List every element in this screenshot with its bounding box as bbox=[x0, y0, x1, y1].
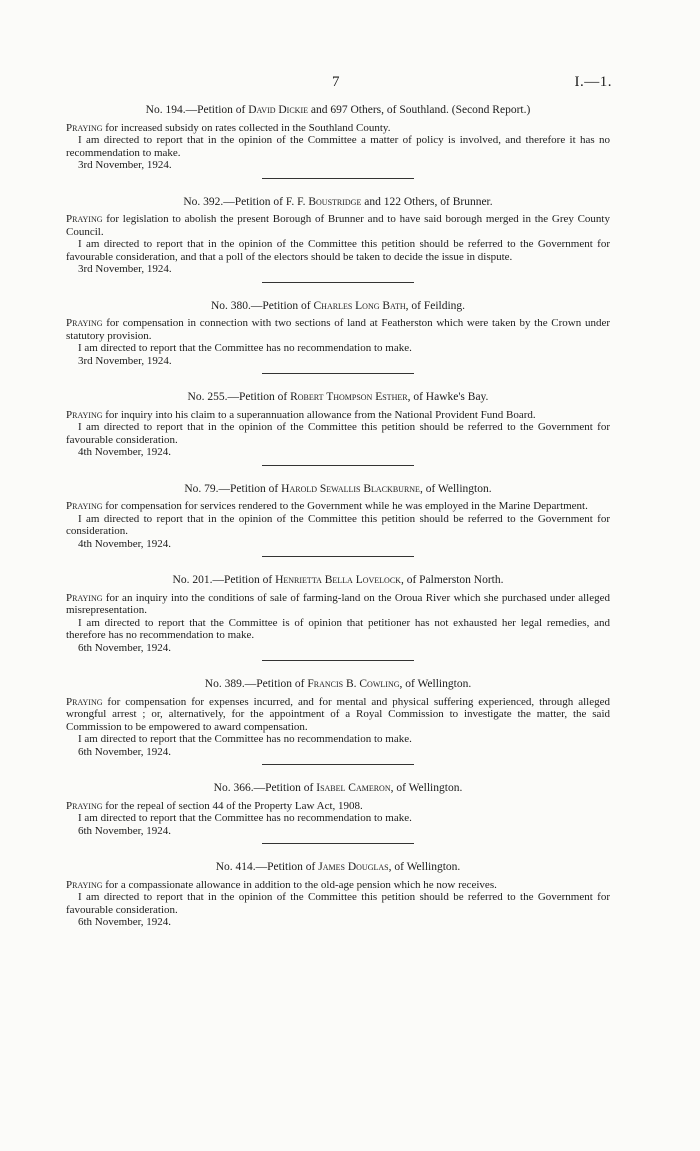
petition-praying bbox=[66, 409, 610, 422]
petition-number: No. 389. bbox=[204, 678, 245, 690]
petition-date: 4th November, 1924. bbox=[78, 446, 172, 458]
petition-praying bbox=[66, 592, 610, 617]
petition-praying bbox=[66, 317, 610, 342]
praying-text: for inquiry into his claim to a superannuation allowance from the National Provident Fund Board. bbox=[102, 408, 536, 421]
document-reference: I.—1. bbox=[574, 74, 612, 90]
praying-text: for increased subsidy on rates collected in the Southland County. bbox=[102, 121, 391, 134]
petition-report: I am directed to report that in the opinion of the Committee this petition should be referred to the Government for favourable consideration. bbox=[66, 891, 610, 916]
petition-date: 3rd November, 1924. bbox=[78, 263, 172, 275]
petition-date: 6th November, 1924. bbox=[78, 641, 172, 654]
petition-prefix: —Petition of bbox=[227, 391, 291, 403]
petition-number: No. 79. bbox=[184, 482, 219, 495]
praying-text: for compensation for expenses incurred, and for mental and physical suffering experienced, through alleged wrongful arrest ; or, alternatively, for the appointment of a Royal Commission to investigate the matter, the said Commission to be empowered to award compensation. bbox=[66, 695, 610, 733]
petition-praying bbox=[66, 213, 610, 238]
praying-text: for compensation for services rendered to the Government while he was employed in the Marine Department. bbox=[102, 500, 588, 512]
petition-prefix: —Petition of bbox=[244, 678, 308, 690]
petition-suffix: , of Feilding. bbox=[405, 299, 466, 312]
praying-word: Praying bbox=[66, 213, 103, 225]
petition-entry bbox=[66, 782, 610, 844]
praying-text: for legislation to abolish the present Borough of Brunner and to have said borough merged in the Grey County Council. bbox=[66, 213, 610, 238]
petition-entry bbox=[66, 391, 610, 466]
petition-praying bbox=[66, 500, 610, 513]
petition-suffix: , of Wellington. bbox=[419, 482, 492, 495]
petition-heading bbox=[66, 574, 610, 587]
petition-prefix: —Petition of bbox=[253, 782, 317, 794]
petition-prefix: —Petition of bbox=[255, 861, 319, 873]
petition-suffix: , of Wellington. bbox=[390, 782, 463, 794]
petition-number: No. 380. bbox=[210, 299, 251, 312]
praying-word: Praying bbox=[66, 695, 103, 708]
praying-text: for compensation in connection with two sections of land at Featherston which were taken by the Crown under statutory provision. bbox=[66, 317, 610, 342]
petition-report: I am directed to report that the Committee has no recommendation to make. bbox=[78, 733, 412, 745]
petition-date: 6th November, 1924. bbox=[78, 824, 172, 837]
petition-entry bbox=[66, 678, 610, 765]
petition-prefix: —Petition of bbox=[250, 299, 314, 312]
section-divider bbox=[262, 764, 414, 765]
praying-word: Praying bbox=[66, 799, 103, 812]
petition-suffix: and 122 Others, of Brunner. bbox=[361, 195, 493, 208]
praying-word: Praying bbox=[66, 317, 103, 329]
petition-report: I am directed to report that the Committee is of opinion that petitioner has not exhausted her legal remedies, and therefore has no recommendation to make. bbox=[66, 616, 610, 641]
petition-prefix: —Petition of bbox=[185, 104, 249, 116]
petitioner-name: Francis B. Cowling bbox=[307, 678, 400, 690]
section-divider bbox=[262, 282, 414, 283]
petition-heading bbox=[66, 300, 610, 313]
petition-entry bbox=[66, 300, 610, 375]
petition-prefix: —Petition of bbox=[212, 574, 276, 586]
petition-report: I am directed to report that the Committee has no recommendation to make. bbox=[78, 342, 412, 354]
section-divider bbox=[262, 465, 414, 466]
petition-report: I am directed to report that in the opinion of the Committee this petition should be referred to the Government for favourable consideration. bbox=[66, 421, 610, 446]
petition-entry bbox=[66, 104, 610, 179]
petition-heading bbox=[66, 104, 610, 117]
petition-date: 3rd November, 1924. bbox=[78, 159, 172, 171]
petition-heading bbox=[66, 678, 610, 691]
petitioner-name: Boustridge bbox=[308, 195, 362, 208]
petition-report: I am directed to report that in the opinion of the Committee this petition should be referred to the Government for favourable consideration, and that a poll of the electors should be taken to decide the issue in dispute. bbox=[66, 238, 610, 263]
petition-praying bbox=[66, 879, 610, 892]
praying-word: Praying bbox=[66, 500, 103, 512]
petition-suffix: , of Hawke's Bay. bbox=[407, 391, 489, 403]
petition-heading bbox=[66, 391, 610, 404]
section-divider bbox=[262, 178, 414, 179]
petition-date: 6th November, 1924. bbox=[78, 916, 172, 928]
petition-date: 6th November, 1924. bbox=[78, 745, 172, 758]
petition-number: No. 201. bbox=[172, 574, 213, 586]
section-divider bbox=[262, 843, 414, 844]
petition-suffix: , of Palmerston North. bbox=[400, 574, 504, 586]
praying-text: for the repeal of section 44 of the Property Law Act, 1908. bbox=[102, 799, 363, 812]
section-divider bbox=[262, 556, 414, 557]
petition-suffix: , of Wellington. bbox=[388, 861, 461, 873]
section-divider bbox=[262, 660, 414, 661]
petitions-list bbox=[66, 104, 610, 929]
petition-entry bbox=[66, 483, 610, 558]
praying-word: Praying bbox=[66, 121, 103, 134]
petition-entry bbox=[66, 196, 610, 283]
petition-heading bbox=[66, 483, 610, 496]
petitioner-name: Isabel Cameron bbox=[316, 782, 391, 794]
petition-entry bbox=[66, 574, 610, 661]
praying-text: for an inquiry into the conditions of sale of farming-land on the Oroua River which she purchased under alleged misrepresentation. bbox=[66, 591, 610, 616]
petition-report: I am directed to report that in the opinion of the Committee a matter of policy is involved, and therefore it has no recommendation to make. bbox=[66, 134, 610, 159]
praying-word: Praying bbox=[66, 408, 103, 421]
praying-word: Praying bbox=[66, 591, 103, 604]
petitioner-name: James Douglas bbox=[318, 861, 389, 873]
petitioner-name: Harold Sewallis Blackburne bbox=[281, 482, 420, 495]
petition-suffix: and 697 Others, of Southland. (Second Report.) bbox=[308, 104, 531, 116]
petition-report: I am directed to report that in the opinion of the Committee this petition should be referred to the Government for consideration. bbox=[66, 512, 610, 537]
petition-report: I am directed to report that the Committee has no recommendation to make. bbox=[78, 812, 412, 824]
petition-entry bbox=[66, 861, 610, 929]
section-divider bbox=[262, 373, 414, 374]
petition-praying bbox=[66, 122, 610, 135]
petition-prefix: —Petition of bbox=[218, 482, 282, 495]
petition-heading bbox=[66, 782, 610, 795]
petition-number: No. 366. bbox=[213, 782, 254, 794]
page-number: 7 bbox=[332, 74, 340, 90]
praying-text: for a compassionate allowance in addition to the old-age pension which he now receives. bbox=[102, 878, 497, 891]
petition-number: No. 255. bbox=[187, 391, 228, 403]
petition-heading bbox=[66, 861, 610, 874]
petition-heading bbox=[66, 196, 610, 209]
praying-word: Praying bbox=[66, 878, 103, 891]
petitioner-name: Henrietta Bella Lovelock bbox=[275, 574, 401, 586]
petition-number: No. 392. bbox=[183, 195, 224, 208]
petition-number: No. 194. bbox=[145, 104, 186, 116]
petition-praying bbox=[66, 800, 610, 813]
petition-prefix: —Petition of F. F. bbox=[223, 195, 309, 208]
petitioner-name: Charles Long Bath bbox=[313, 299, 406, 312]
petition-number: No. 414. bbox=[215, 861, 256, 873]
petition-praying bbox=[66, 696, 610, 734]
petitioner-name: Robert Thompson Esther bbox=[290, 391, 408, 403]
petition-date: 4th November, 1924. bbox=[78, 537, 172, 550]
petition-suffix: , of Wellington. bbox=[399, 678, 472, 690]
petition-date: 3rd November, 1924. bbox=[78, 354, 172, 367]
petitioner-name: David Dickie bbox=[248, 104, 309, 116]
